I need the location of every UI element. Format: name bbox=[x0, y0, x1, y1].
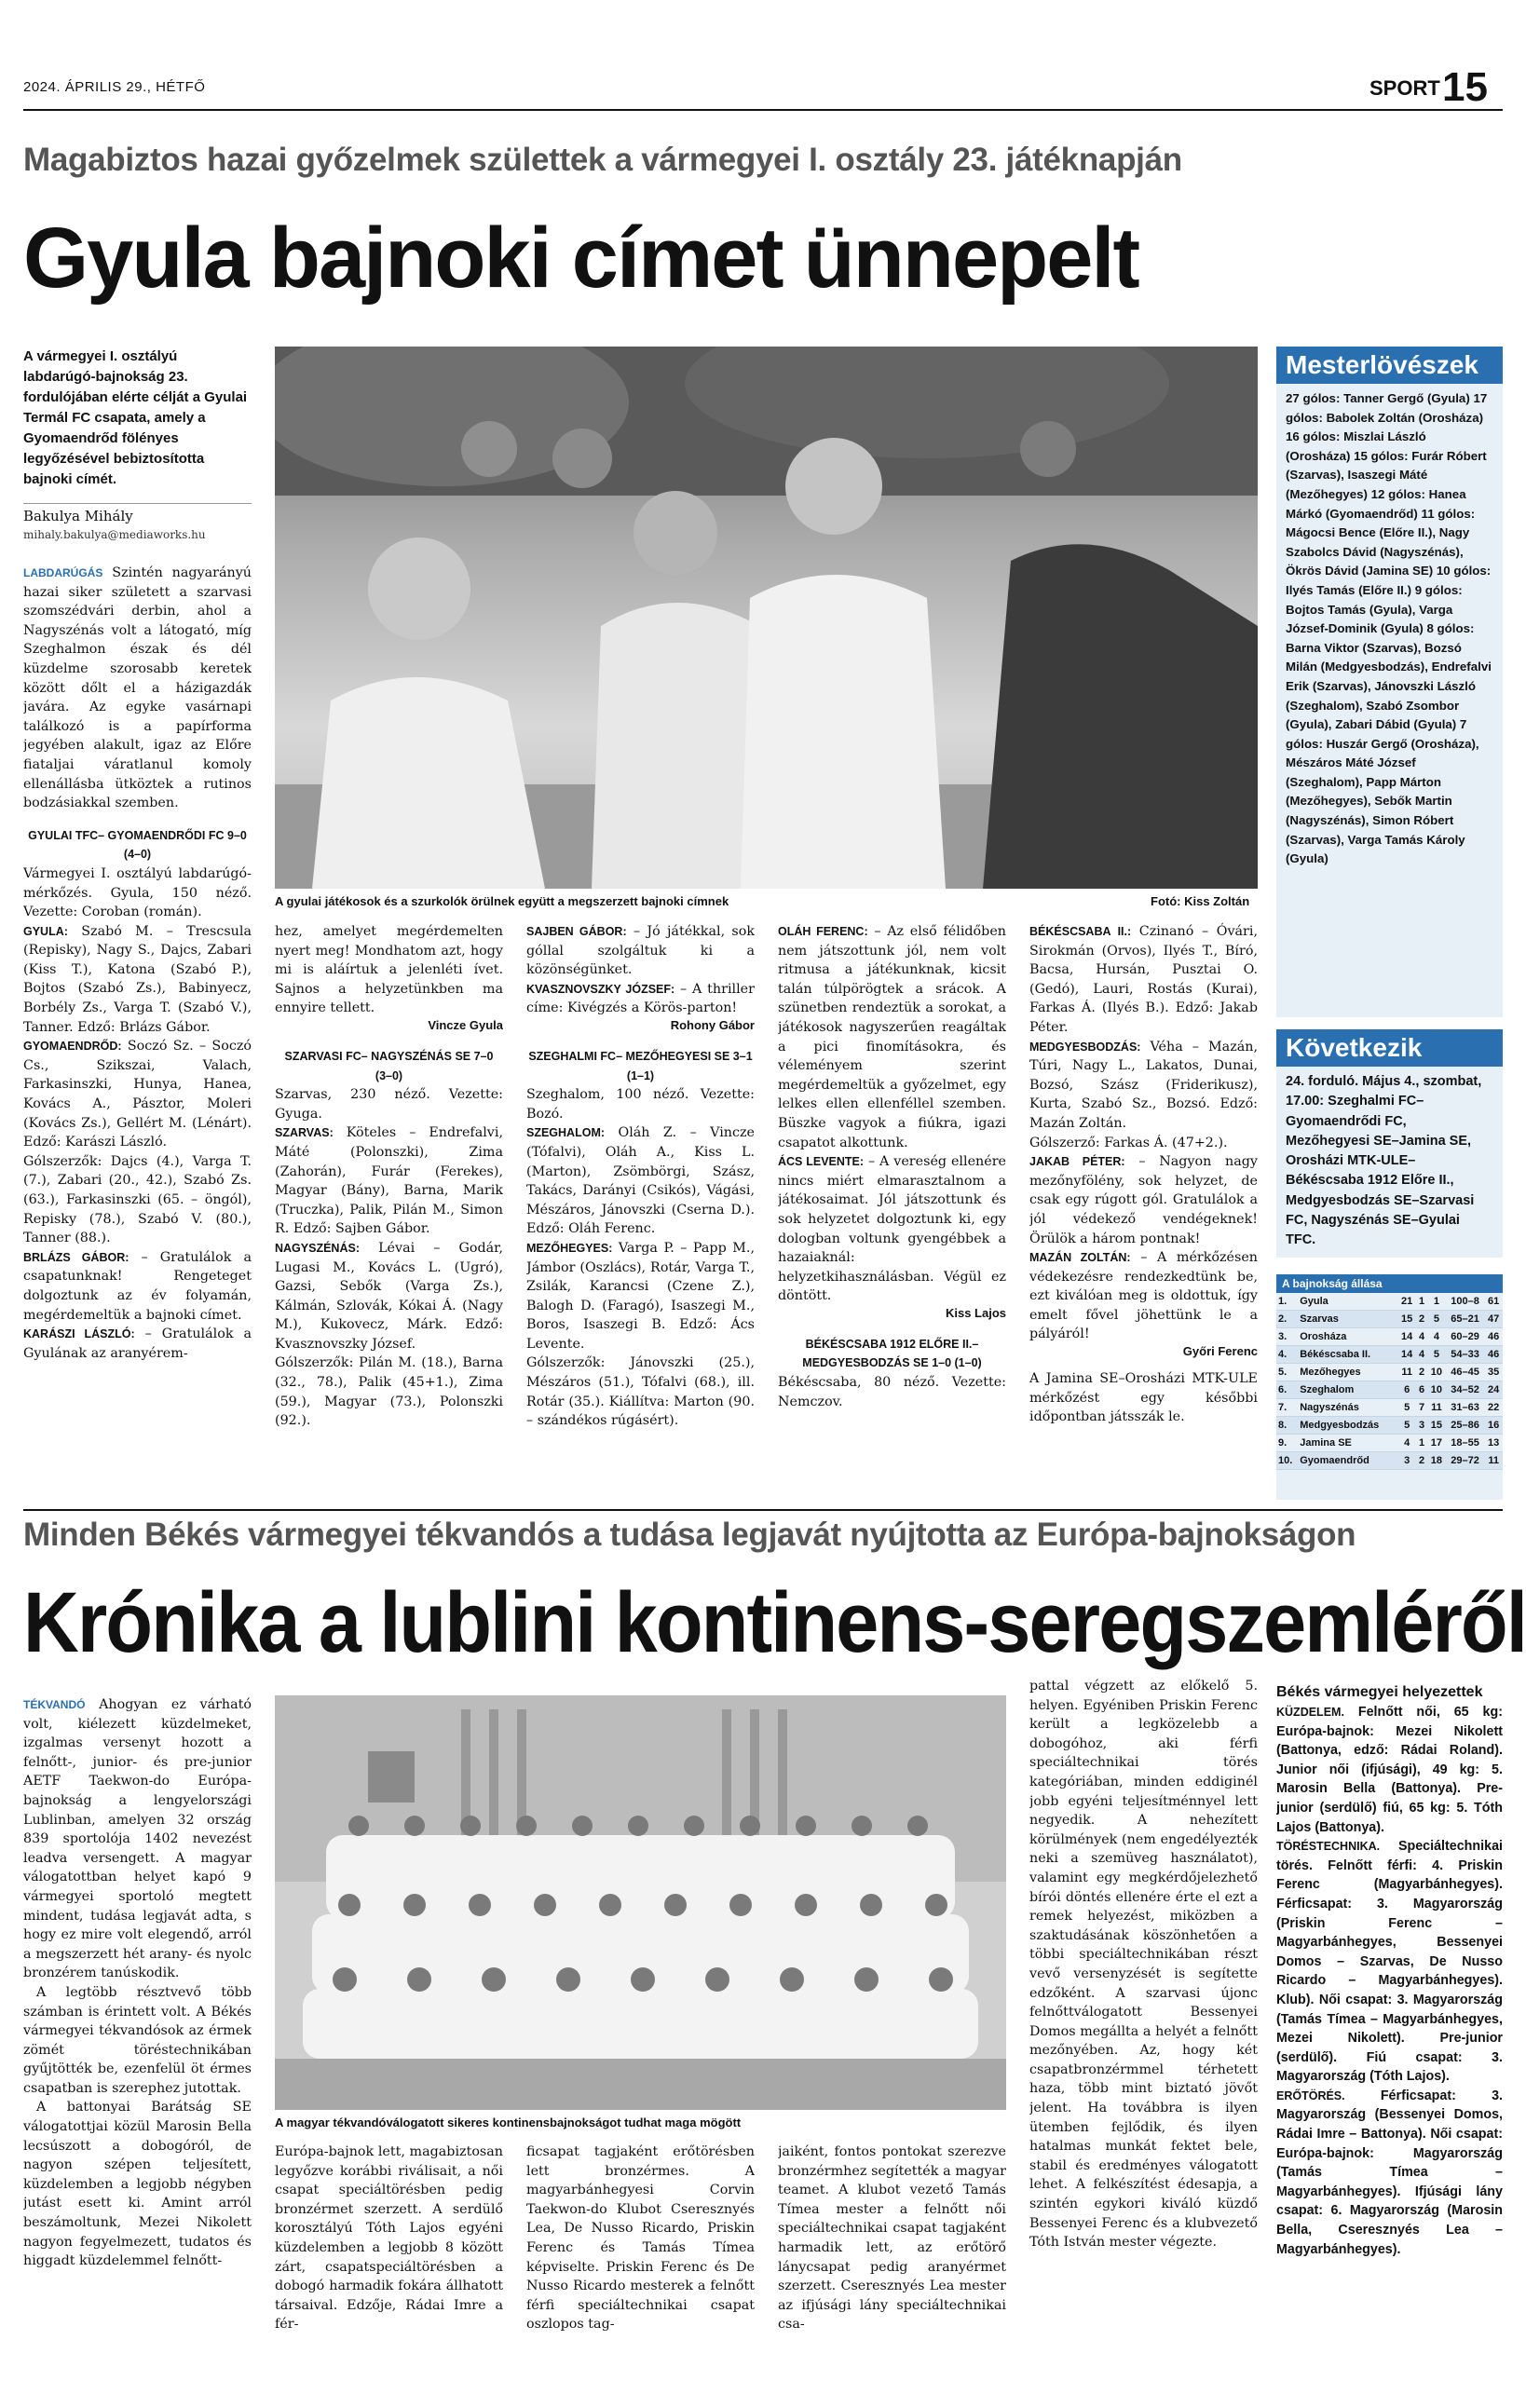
signature: Vincze Gyula bbox=[428, 1017, 503, 1032]
standings-cell: 15 bbox=[1397, 1311, 1416, 1328]
quote-text: – A thriller címe: Kivégzés a Körös-parton! bbox=[526, 981, 755, 1016]
standings-cell: 10. bbox=[1276, 1452, 1298, 1470]
standings-cell: 5 bbox=[1427, 1311, 1446, 1328]
story1-headline: Gyula bajnoki címet ünnepelt bbox=[23, 211, 1139, 306]
standings-cell: 7 bbox=[1416, 1399, 1427, 1417]
standings-cell: 6 bbox=[1416, 1381, 1427, 1399]
quote-text: hez, amelyet megérdemelten nyert meg! Mondhatom azt, hogy mi is aláírtuk a jelenléti ívet. Sajnos a helyzetünkben ma ennyire tellett. bbox=[275, 924, 503, 1016]
results-label: TÖRÉSTECHNIKA. bbox=[1276, 1840, 1381, 1854]
lineup-text: Varga P. – Papp M., Jámbor (Oszlács), Rotár, Varga T., Zsilák, Karancsi (Czene Z.), Balogh D. (Faragó), Isaszegi M., Boros, Isaszegi B. Edző: Ács Levente. bbox=[526, 1240, 755, 1352]
standings-cell: 11 bbox=[1397, 1364, 1416, 1381]
scorers-text: Gólszerző: Farkas Á. (47+2.). bbox=[1029, 1135, 1228, 1150]
standings-cell: 14 bbox=[1397, 1328, 1416, 1346]
standings-cell: 21 bbox=[1397, 1293, 1416, 1311]
standings-cell: 3 bbox=[1416, 1417, 1427, 1435]
standings-cell: 60–29 bbox=[1446, 1328, 1485, 1346]
story1-col2 bbox=[275, 922, 503, 1500]
postponed-note: A Jamina SE–Orosházi MTK-ULE mérkőzést egy későbbi időpontban játsszák le. bbox=[1029, 1371, 1258, 1425]
standings-cell: 35 bbox=[1484, 1364, 1503, 1381]
lineup-label: GYOMAENDRŐD: bbox=[23, 1040, 122, 1054]
standings-cell: 2. bbox=[1276, 1311, 1298, 1328]
standings-cell: Szeghalom bbox=[1298, 1381, 1397, 1399]
quote-text: – Nagyon nagy mezőnyfölény, sok helyzet, de csak egy rúgott gól. Gratulálok a jól védekező vendégeknek! Örülök a három pontnak! bbox=[1029, 1154, 1258, 1246]
standings-cell: 11 bbox=[1427, 1399, 1446, 1417]
standings-cell: 1 bbox=[1416, 1435, 1427, 1452]
standings-cell: 13 bbox=[1484, 1435, 1503, 1452]
results-label: KÜZDELEM. bbox=[1276, 1706, 1344, 1719]
standings-row bbox=[1276, 1328, 1503, 1346]
scorers-text: Gólszerzők: Dajcs (4.), Varga T. (7.), Zabari (20., 42.), Szabó Zs. (63.), Farkasinszki (65. – öngól), Repisky (78.), Szabó V. (80.), Tanner (88.). bbox=[23, 1153, 252, 1246]
standings-cell: 11 bbox=[1484, 1452, 1503, 1470]
standings-cell: 5 bbox=[1397, 1399, 1416, 1417]
story-separator bbox=[23, 1509, 1503, 1511]
standings-cell: 2 bbox=[1416, 1452, 1427, 1470]
scorers-text: Gólszerzők: Jánovszki (25.), Mészáros (51.), Tófalvi (68.), ill. Rotár (35.). Kiállítva: Marton (90. – szándékos rúgásért). bbox=[526, 1355, 755, 1429]
header-rule bbox=[23, 109, 1503, 111]
standings-cell: 46–45 bbox=[1446, 1364, 1485, 1381]
story2-col2: Európa-bajnok lett, magabiztosan legyőzve korábbi riválisait, a női csapat speciáltörésben pedig bronzérmet szerzett. A serdülő korosztályú Tóth Lajos egyéni küzdelemben a legjobb 8 között zárt, csapatspeciáltörésben a dobogó harmadik fokára állhatott társaival. Edzője, Rádai Imre a fér- bbox=[275, 2144, 503, 2333]
lineup-label: BÉKÉSCSABA II.: bbox=[1029, 925, 1132, 938]
standings-cell: 4 bbox=[1416, 1328, 1427, 1346]
standings-row bbox=[1276, 1364, 1503, 1381]
match-info: Vármegyei I. osztályú labdarúgó-mérkőzés. Gyula, 150 néző. Vezette: Coroban (román). bbox=[23, 865, 252, 920]
standings-cell: 29–72 bbox=[1446, 1452, 1485, 1470]
lineup-text: Szabó M. – Trescsula (Repisky), Nagy S., Dajcs, Zabari (Kiss T.), Katona (Szabó P.), Bojtos (Szabó Zs.), Babinyecz, Borbély Zs., Varga T. (Szabó V.), Tanner. Edző: Brlázs Gábor. bbox=[23, 923, 252, 1035]
issue-date: 2024. ÁPRILIS 29., HÉTFŐ bbox=[23, 79, 206, 95]
story1-col5 bbox=[1029, 922, 1258, 1500]
results-box bbox=[1276, 1684, 1503, 2403]
match-info: Szarvas, 230 néző. Vezette: Gyuga. bbox=[275, 1087, 503, 1122]
scorers-list: 27 gólos: Tanner Gergő (Gyula) 17 gólos: Babolek Zoltán (Orosháza) 16 gólos: Miszlai László (Orosháza) 15 gólos: Furár Róbert (Szarvas), Isaszegi Máté (Mezőhegyes) 12 gólos: Hanea Márkó (Gyomaendrőd) 11 gólos: Mágocsi Bence (Előre II.), Nagy Szabolcs Dávid (Nagyszénás), Ökrös Dávid (Jamina SE) 10 gólos: Ilyés Tamás (Előre II.) 9 gólos: Bojtos Tamás (Gyula), Varga József-Dominik (Gyula) 8 gólos: Barna Viktor (Szarvas), Bozsó Milán (Medgyesbodzás), Endrefalvi Erik (Szarvas), Jánovszki László (Szeghalom), Szabó Zsombor (Gyula), Zabari Dábid (Gyula) 7 gólos: Huszár Gergő (Orosháza), Mészáros Máté József (Szeghalom), Papp Márton (Mezőhegyes), Sebők Martin (Nagyszénás), Simon Róbert (Szarvas), Varga Tamás Károly (Gyula) bbox=[1286, 391, 1492, 866]
standings-cell: 1 bbox=[1416, 1293, 1427, 1311]
signature: Kiss Lajos bbox=[945, 1305, 1006, 1320]
photo-illustration bbox=[275, 1695, 1006, 2110]
standings-cell: 5 bbox=[1397, 1417, 1416, 1435]
quote-text: – Gratulálok a csapatunknak! Rengeteget dolgoztunk az év folyamán, megérdemeltük a bajnoki címet. bbox=[23, 1249, 252, 1323]
next-round-title: Következik bbox=[1276, 1029, 1503, 1067]
story1-col1 bbox=[23, 564, 252, 1500]
standings-cell: 18 bbox=[1427, 1452, 1446, 1470]
photo-caption: A magyar tékvandóválogatott sikeres kontinensbajnokságot tudhat maga mögött bbox=[275, 2116, 742, 2129]
quote-text: – Az első félidőben nem játszottunk jól, nem volt ritmusa a játékunknak, kicsit talán túlpörögtek a srácok. A szünetben rendeztük a sorokat, a játékosok nagyszerűen reagáltak a pici finomításokra, és véleményem szerint megérdemeltük a győzelmet, egy lelkes ellen ellenféllel szemben. Büszke vagyok a fiúkra, igazi csapatot alkottunk. bbox=[778, 924, 1006, 1150]
standings-cell: Orosháza bbox=[1298, 1328, 1397, 1346]
signature: Győri Ferenc bbox=[1182, 1344, 1258, 1359]
standings-row bbox=[1276, 1293, 1503, 1311]
body-text: A battonyai Barátság SE válogatottjai közül Marosin Bella lecsúszott a dobogóról, de nagyon szépen teljesített, küzdelemben a legjobb négyben jutást esett ki. Amint arról beszámoltunk, Mezei Nikolett nagyon fegyelmezett, tudatos és higgadt küzdelemmel felnőtt- bbox=[23, 2100, 252, 2269]
quote-text: – A mérkőzésen védekezésre rendezkedtünk be, ezt kiválóan meg is oldottuk, így emelt fővel jöhettünk le a pályáról! bbox=[1029, 1250, 1258, 1342]
standings-cell: 47 bbox=[1484, 1311, 1503, 1328]
quote-text: – Gratulálok a Gyulának az aranyérem- bbox=[23, 1326, 252, 1361]
signature: Rohony Gábor bbox=[670, 1017, 755, 1032]
standings-row bbox=[1276, 1417, 1503, 1435]
next-round-text: 24. forduló. Május 4., szombat, 17.00: Szeghalmi FC–Gyomaendrődi FC, Mezőhegyesi SE–Jamina SE, Orosházi MTK-ULE–Békéscsaba 1912 Előre II., Medgyesbodzás SE–Szarvasi FC, Nagyszénás SE–Gyulai TFC. bbox=[1286, 1074, 1482, 1248]
author-email: mihaly.bakulya@mediaworks.hu bbox=[23, 528, 206, 541]
story1-lead: A vármegyei I. osztályú labdarúgó-bajnokság 23. fordulójában elérte célját a Gyulai Termál FC csapata, amely a Gyomaendrőd fölényes legyőzésével bebiztosította bajnoki címét. bbox=[23, 348, 248, 487]
standings-cell: 4. bbox=[1276, 1346, 1298, 1364]
lineup-label: SZEGHALOM: bbox=[526, 1126, 606, 1140]
standings-cell: Békéscsaba II. bbox=[1298, 1346, 1397, 1364]
standings-cell: Mezőhegyes bbox=[1298, 1364, 1397, 1381]
results-text: Férficsapat: 3. Magyarország (Bessenyei Domos, Rádai Imre – Battonya). Női csapat: Európa-bajnok: Magyarország (Tamás Tímea – Magyarbánhegyes). Ifjúsági lány csapat: 6. Magyarország (Marosin Bella, Cseresznyés Lea – Magyarbánhegyes). bbox=[1276, 2088, 1503, 2257]
standings-cell: 8. bbox=[1276, 1417, 1298, 1435]
story2-col3: ficsapat tagjaként erőtörésben lett bronzérmes. A magyarbánhegyesi Corvin Taekwon-do Klubot Cseresznyés Lea, De Nusso Ricardo, Priskin Ferenc és Tamás Tímea képviselte. Priskin Ferenc és De Nusso Ricardo mesterek a felnőtt férfi speciáltechnikai csapat oszlopos tag- bbox=[526, 2144, 755, 2333]
standings-cell: 31–63 bbox=[1446, 1399, 1485, 1417]
quote-label: OLÁH FERENC: bbox=[778, 925, 868, 938]
standings-cell: 15 bbox=[1427, 1417, 1446, 1435]
results-label: ERŐTÖRÉS. bbox=[1276, 2088, 1345, 2102]
lineup-text: Oláh Z. – Vincze (Tófalvi), Oláh A., Kiss L. (Marton), Zsömbörgi, Szász, Takács, Darányi (Csikós), Vágási, Mészáros, Jánovszki (Cserna D.). Edző: Oláh Ferenc. bbox=[526, 1125, 755, 1237]
story2-headline: Krónika a lublini kontinens-seregszemléről bbox=[23, 1575, 1526, 1670]
standings-cell: 9. bbox=[1276, 1435, 1298, 1452]
body-text: Ahogyan ez várható volt, kiélezett küzdelmeket, izgalmas versenyt hozott a felnőtt-, junior- és pre-junior AETF Taekwon-do Európa-bajnokság a lengyelországi Lublinban, amelyen 32 ország 839 sportolója 1402 nevezést leadva versengett. A magyar válogatottban helyet kapó 9 vármegyei sportoló megtett mindent, tudása legjavát adta, s hogy ez mire volt elegendő, arról a megszerzett hét arany- és nyolc bronzérem tanúskodik. bbox=[23, 1697, 252, 1981]
standings-cell: 6. bbox=[1276, 1381, 1298, 1399]
lineup-text: Köteles – Endrefalvi, Máté (Polonszki), Zima (Zahorán), Furár (Ferekes), Magyar (Bány), Barna, Marik (Truczka), Palik, Pilán M., Simon R. Edző: Sajben Gábor. bbox=[275, 1125, 503, 1237]
standings-cell: 46 bbox=[1484, 1328, 1503, 1346]
standings-cell: 16 bbox=[1484, 1417, 1503, 1435]
standings-cell: 3 bbox=[1397, 1452, 1416, 1470]
standings-cell: 2 bbox=[1416, 1364, 1427, 1381]
team-celebration-photo bbox=[275, 347, 1258, 889]
rubric-label: LABDARÚGÁS bbox=[23, 566, 103, 579]
standings-cell: Szarvas bbox=[1298, 1311, 1397, 1328]
story1-kicker: Magabiztos hazai győzelmek születtek a vármegyei I. osztály 23. játéknapján bbox=[23, 142, 1182, 178]
lineup-text: Soczó Sz. – Soczó Cs., Szikszai, Valach, Farkasinszki, Hunya, Hanea, Kovács A., Pásztor, Moleri (Kovács Zs.), Gellért M. (Lénárt). Edző: Karászi László. bbox=[23, 1039, 252, 1150]
match-info: Szeghalom, 100 néző. Vezette: Bozó. bbox=[526, 1087, 755, 1122]
rubric-label: TÉKVANDÓ bbox=[23, 1698, 86, 1711]
author-name: Bakulya Mihály bbox=[23, 508, 133, 524]
lineup-label: SZARVAS: bbox=[275, 1126, 334, 1140]
standings-cell: 24 bbox=[1484, 1381, 1503, 1399]
standings-cell: Gyula bbox=[1298, 1293, 1397, 1311]
results-title: Békés vármegyei helyezettek bbox=[1276, 1684, 1483, 1700]
page-number: 15 bbox=[1442, 67, 1488, 108]
match-title: BÉKÉSCSABA 1912 ELŐRE II.– MEDGYESBODZÁS SE 1–0 (1–0) bbox=[802, 1337, 982, 1370]
standings-table bbox=[1276, 1293, 1503, 1470]
quote-label: JAKAB PÉTER: bbox=[1029, 1155, 1125, 1169]
standings-cell: Nagyszénás bbox=[1298, 1399, 1397, 1417]
match-title: GYULAI TFC– GYOMAENDRŐDI FC 9–0 (4–0) bbox=[28, 828, 247, 862]
standings-cell: Gyomaendrőd bbox=[1298, 1452, 1397, 1470]
standings-row bbox=[1276, 1381, 1503, 1399]
lineup-label: MEZŐHEGYES: bbox=[526, 1241, 613, 1255]
match-title: SZARVASI FC– NAGYSZÉNÁS SE 7–0 (3–0) bbox=[284, 1049, 494, 1082]
standings-row bbox=[1276, 1346, 1503, 1364]
quote-label: BRLÁZS GÁBOR: bbox=[23, 1250, 129, 1264]
results-text: Speciáltechnikai törés. Felnőtt férfi: 4. Priskin Ferenc (Magyarbánhegyes). Férficsapat: 3. Magyarország (Priskin Ferenc – Magyarbánhegyes, Bessenyei Domos – Szarvas, De Nusso Ricardo – Magyarbánhegyes). Klub). Női csapat: 3. Magyarország (Tamás Tímea – Magyarbánhegyes, Mezei Nikolett). Pre-junior (serdülő). Fiú csapat: 3. Magyarország (Tóth Lajos). bbox=[1276, 1839, 1503, 2085]
quote-label: ÁCS LEVENTE: bbox=[778, 1155, 865, 1169]
standings-cell: 10 bbox=[1427, 1364, 1446, 1381]
standings-cell: 54–33 bbox=[1446, 1346, 1485, 1364]
scorers-box bbox=[1276, 347, 1503, 1017]
next-round-box bbox=[1276, 1029, 1503, 1258]
section-name: SPORT bbox=[1369, 76, 1440, 100]
standings-box bbox=[1276, 1274, 1503, 1500]
lineup-text: Véha – Mazán, Túri, Nagy L., Lakatos, Dunai, Bozsó, Szász (Friderikusz), Kurta, Szabó Sz., Bozsó. Edző: Mazán Zoltán. bbox=[1029, 1039, 1258, 1131]
standings-row bbox=[1276, 1435, 1503, 1452]
lineup-label: MEDGYESBODZÁS: bbox=[1029, 1040, 1141, 1054]
standings-cell: 14 bbox=[1397, 1346, 1416, 1364]
standings-cell: 1. bbox=[1276, 1293, 1298, 1311]
results-text: Felnőtt női, 65 kg: Európa-bajnok: Mezei Nikolett (Battonya, edző: Rádai Roland). Junior női (ifjúsági), 49 kg: 5. Marosin Bella (Battonya). Pre-junior (serdülő) fiú, 65 kg: 5. Tóth Lajos (Battonya). bbox=[1276, 1705, 1503, 1835]
quote-label: KVASZNOVSZKY JÓZSEF: bbox=[526, 982, 675, 996]
standings-cell: Medgyesbodzás bbox=[1298, 1417, 1397, 1435]
standings-cell: 6 bbox=[1397, 1381, 1416, 1399]
photo-credit: Fotó: Kiss Zoltán bbox=[1151, 894, 1250, 908]
standings-cell: 65–21 bbox=[1446, 1311, 1485, 1328]
standings-cell: 46 bbox=[1484, 1346, 1503, 1364]
standings-cell: 3. bbox=[1276, 1328, 1298, 1346]
standings-cell: 61 bbox=[1484, 1293, 1503, 1311]
story2-kicker: Minden Békés vármegyei tékvandós a tudása legjavát nyújtotta az Európa-bajnokságon bbox=[23, 1517, 1356, 1553]
quote-label: SAJBEN GÁBOR: bbox=[526, 925, 627, 938]
match-info: Békéscsaba, 80 néző. Vezette: Nemczov. bbox=[778, 1375, 1006, 1409]
standings-cell: 22 bbox=[1484, 1399, 1503, 1417]
standings-cell: 4 bbox=[1427, 1328, 1446, 1346]
standings-cell: 2 bbox=[1416, 1311, 1427, 1328]
team-group-photo bbox=[275, 1695, 1006, 2110]
standings-cell: 18–55 bbox=[1446, 1435, 1485, 1452]
standings-cell: 4 bbox=[1416, 1346, 1427, 1364]
scorers-title: Mesterlövészek bbox=[1276, 347, 1503, 384]
story1-col3 bbox=[526, 922, 755, 1500]
story1-col4 bbox=[778, 922, 1006, 1500]
standings-cell: 7. bbox=[1276, 1399, 1298, 1417]
lineup-label: GYULA: bbox=[23, 924, 68, 938]
match-title: SZEGHALMI FC– MEZŐHEGYESI SE 3–1 (1–1) bbox=[528, 1049, 753, 1082]
story2-col5: pattal végzett az előkelő 5. helyen. Egyéniben Priskin Ferenc került a legközelebb a dobogóhoz, aki férfi speciáltechnikai törés kategóriában, minden eddiginél jobb egyéni teljesítménnyel lett negyedik. A nehezített körülmények (nem engedélyezték neki a szemüveg használatot), valamint egy megkérdőjelezhető bírói döntés ellenére érte el ezt a remek helyezést, miközben a szaktudásának köszönhetően a többi speciáltechnikában részt vevő versenyzését is segítette edzőként. A szarvasi újonc felnőttválogatott Bessenyei Domos megállta a helyét a felnőtt mezőnyében. Az, hogy két csapatbronzérmmel térhetett haza, több mint biztató jövőt jelent. Ha továbbra is ilyen ütemben fejlődik, és ilyen hatalmas munkát fektet bele, stabil és eredményes válogatott lehet. A felkészítést édesapja, a szintén egykori kiváló küzdő Bessenyei Ferenc és a klubvezető Tóth István mester végezte. bbox=[1029, 1679, 1258, 2251]
quote-text: – Jó játékkal, sok góllal szolgáltuk ki a közönségünket. bbox=[526, 924, 755, 978]
body-text: A legtöbb résztvevő több számban is érintett volt. A Békés vármegyei tékvandósok az érmek zömét töréstechnikában gyűjtötték be, ezenfelül öt érmes csapatban is szerephez jutottak. bbox=[23, 1984, 252, 2096]
lineup-text: Czinanó – Óvári, Sirokmán (Orvos), Ilyés T., Bíró, Bacsa, Hursán, Pusztai O. (Gedó), Lauri, Rostás (Kurai), Farkas Á. (Ilyés B.). Edző: Jakab Péter. bbox=[1029, 924, 1258, 1035]
standings-row bbox=[1276, 1311, 1503, 1328]
byline bbox=[23, 503, 252, 541]
standings-row bbox=[1276, 1452, 1503, 1470]
story2-col1 bbox=[23, 1695, 252, 2403]
story2-col4: jaiként, fontos pontokat szerezve bronzérmhez segítették a magyar teamet. A klubot vezető Tamás Tímea mester a felnőtt női speciáltechnikai csapat tagjaként harmadik lett, az erőtörő lánycsapat pedig aranyérmet szerzett. Cseresznyés Lea mester az ifjúsági lány speciáltechnikai csa- bbox=[778, 2144, 1006, 2333]
standings-cell: 5. bbox=[1276, 1364, 1298, 1381]
scorers-text: Gólszerzők: Pilán M. (18.), Barna (32., 78.), Palik (45+1.), Zima (59.), Magyar (73.), Polonszki (92.). bbox=[275, 1355, 503, 1429]
lineup-label: NAGYSZÉNÁS: bbox=[275, 1241, 360, 1255]
standings-cell: 1 bbox=[1427, 1293, 1446, 1311]
standings-cell: 34–52 bbox=[1446, 1381, 1485, 1399]
quote-label: MAZÁN ZOLTÁN: bbox=[1029, 1251, 1131, 1265]
standings-cell: Jamina SE bbox=[1298, 1435, 1397, 1452]
intro-text: Szintén nagyarányú hazai siker született a szarvasi szomszédvári derbin, ahol a Nagyszénás volt a látogató, míg Szeghalmon észak és dél küzdelme szorosabb keretek között dőlt el a házigazdák javára. Az egyke vasárnapi találkozó is a papírforma jegyében alakult, igaz az Előre fiataljai váratlanul komoly ellenállásba ütköztek a rutinos bodzásiakkal szemben. bbox=[23, 565, 252, 811]
standings-cell: 4 bbox=[1397, 1435, 1416, 1452]
standings-cell: 10 bbox=[1427, 1381, 1446, 1399]
quote-label: KARÁSZI LÁSZLÓ: bbox=[23, 1327, 135, 1341]
standings-row bbox=[1276, 1399, 1503, 1417]
standings-title: A bajnokság állása bbox=[1276, 1274, 1503, 1293]
standings-cell: 5 bbox=[1427, 1346, 1446, 1364]
standings-cell: 100–8 bbox=[1446, 1293, 1485, 1311]
photo-illustration bbox=[275, 347, 1258, 889]
lineup-text: Lévai – Godár, Lugasi M., Kovács L. (Ugró), Gazsi, Sebők (Varga Zs.), Kálmán, Szlovák, Kókai Á. (Nagy M.), Kukovecz, Márk. Edző: Kvasznovszky József. bbox=[275, 1240, 503, 1352]
photo-caption: A gyulai játékosok és a szurkolók örülnek együtt a megszerzett bajnoki címnek bbox=[275, 894, 729, 908]
standings-cell: 25–86 bbox=[1446, 1417, 1485, 1435]
standings-cell: 17 bbox=[1427, 1435, 1446, 1452]
quote-text: – A vereség ellenére nincs miért elmarasztalnom a játékosaimat. Jól játszottunk és sok helyzetet dolgoztunk ki, egy dologban voltunk gyengébbek a hazaiaknál: helyzetkihasználásban. Végül ez döntött. bbox=[778, 1154, 1006, 1304]
